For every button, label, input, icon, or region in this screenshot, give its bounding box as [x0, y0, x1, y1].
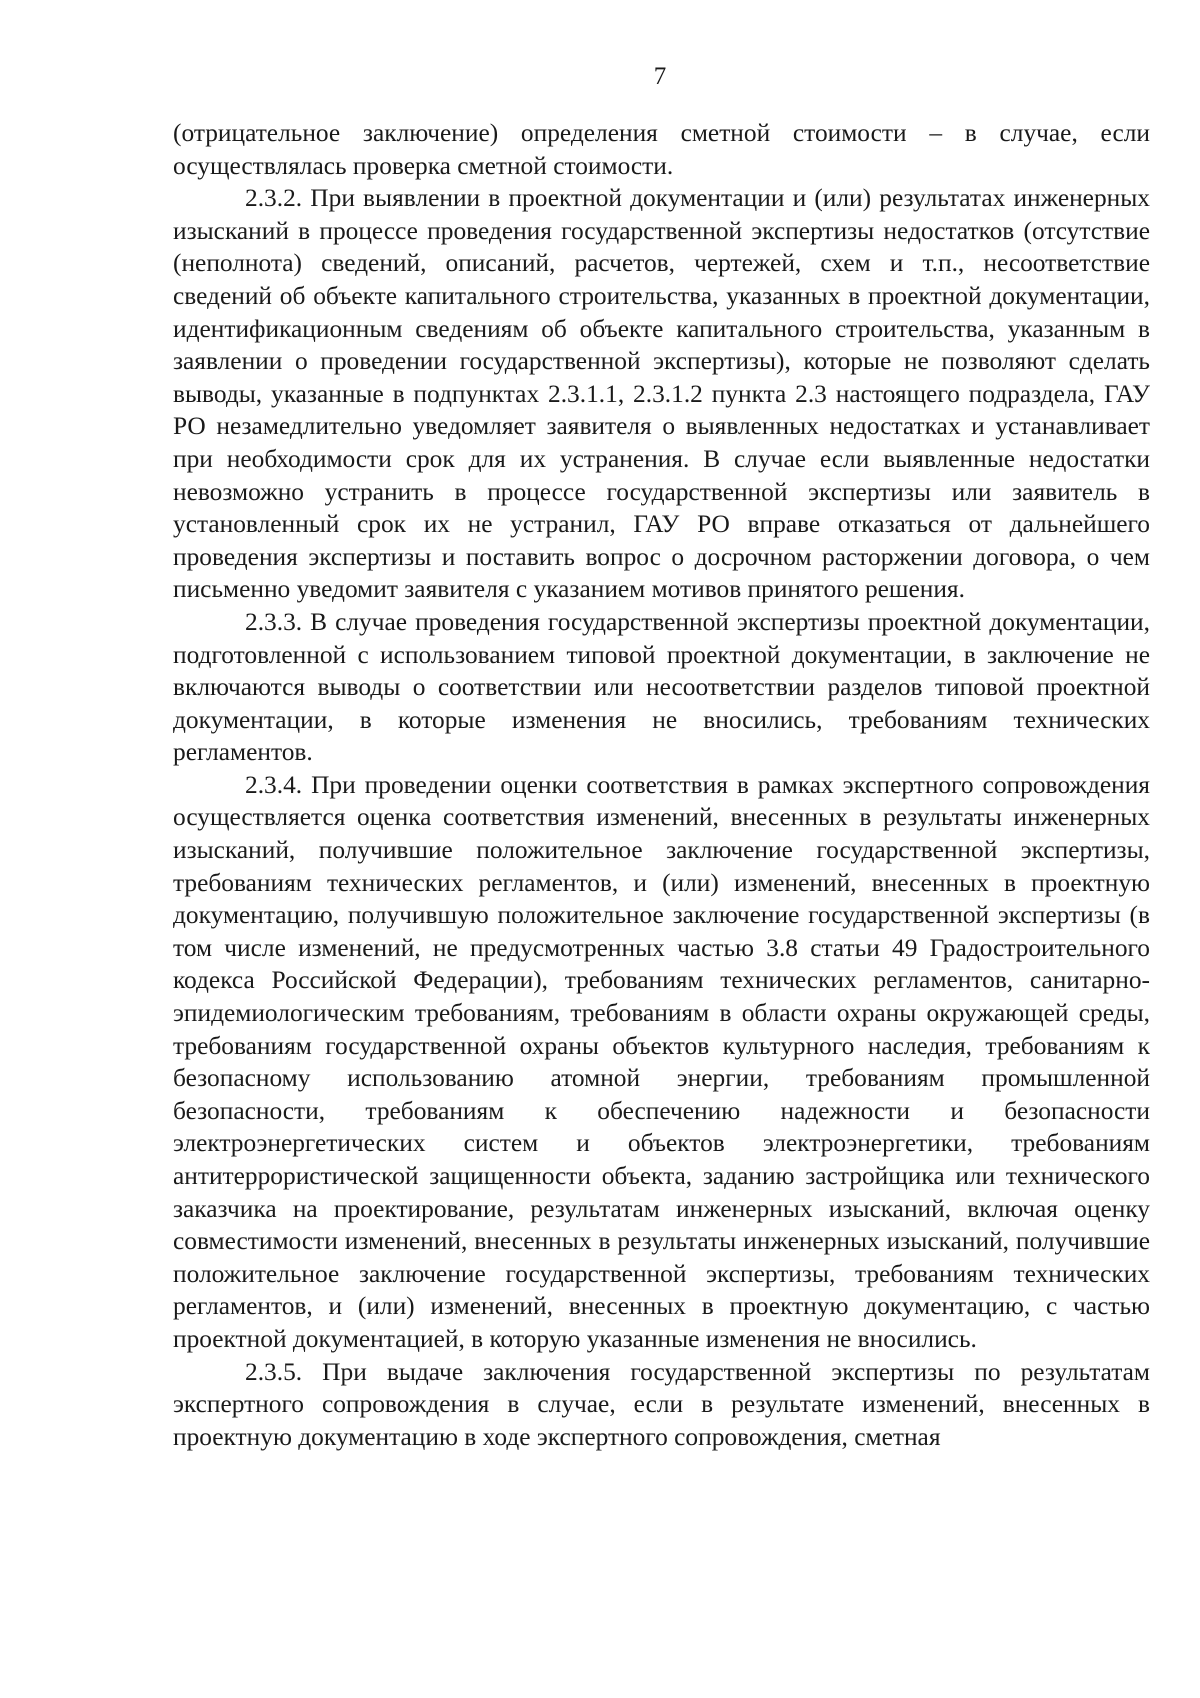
paragraph-2-3-4: 2.3.4. При проведении оценки соответствия в рамках экспертного сопровождения осуществляется оценка соответствия изменений, внесенных в результаты инженерных изысканий, получившие положительное заключение государственной экспертизы, требованиям технических регламентов, и (или) изменений, внесенных в проектную документацию, получившую положительное заключение государственной экспертизы (в том числе изменений, не предусмотренных частью 3.8 статьи 49 Градостроительного кодекса Российской Федерации), требованиям технических регламентов, санитарно-эпидемиологическим требованиям, требованиям в области охраны окружающей среды, требованиям государственной охраны объектов культурного наследия, требованиям к безопасному использованию атомной энергии, требованиям промышленной безопасности, требованиям к обеспечению надежности и безопасности электроэнергетических систем и объектов электроэнергетики, требованиям антитеррористической защищенности объекта, заданию застройщика или технического заказчика на проектирование, результатам инженерных изысканий, включая оценку совместимости изменений, внесенных в результаты инженерных изысканий, получившие положительное заключение государственной экспертизы, требованиям технических регламентов, и (или) изменений, внесенных в проектную документацию, с частью проектной документацией, в которую указанные изменения не вносились.	[173, 770, 1150, 1353]
document-body	[173, 117, 1150, 1453]
paragraph-2-3-2: 2.3.2. При выявлении в проектной документации и (или) результатах инженерных изысканий в процессе проведения государственной экспертизы недостатков (отсутствие (неполнота) сведений, описаний, расчетов, чертежей, схем и т.п., несоответствие сведений об объекте капитального строительства, указанных в проектной документации, идентификационным сведениям об объекте капитального строительства, указанным в заявлении о проведении государственной экспертизы), которые не позволяют сделать выводы, указанные в подпунктах 2.3.1.1, 2.3.1.2 пункта 2.3 настоящего подраздела, ГАУ РО незамедлительно уведомляет заявителя о выявленных недостатках и устанавливает при необходимости срок для их устранения. В случае если выявленные недостатки невозможно устранить в процессе государственной экспертизы или заявитель в установленный срок их не устранил, ГАУ РО вправе отказаться от дальнейшего проведения экспертизы и поставить вопрос о досрочном расторжении договора, о чем письменно уведомит заявителя с указанием мотивов принятого решения.	[173, 184, 1150, 604]
paragraph-2-3-3: 2.3.3. В случае проведения государственной экспертизы проектной документации, подготовленной с использованием типовой проектной документации, в заключение не включаются выводы о соответствии или несоответствии разделов типовой проектной документации, в которые изменения не вносились, требованиям технических регламентов.	[173, 607, 1150, 767]
page-number: 7	[653, 63, 667, 90]
paragraph-continuation: (отрицательное заключение) определения сметной стоимости – в случае, если осуществлялась проверка сметной стоимости.	[173, 119, 1150, 180]
paragraph-2-3-5: 2.3.5. При выдаче заключения государственной экспертизы по результатам экспертного сопровождения в случае, если в результате изменений, внесенных в проектную документацию в ходе экспертного сопровождения, сметная	[173, 1357, 1150, 1451]
